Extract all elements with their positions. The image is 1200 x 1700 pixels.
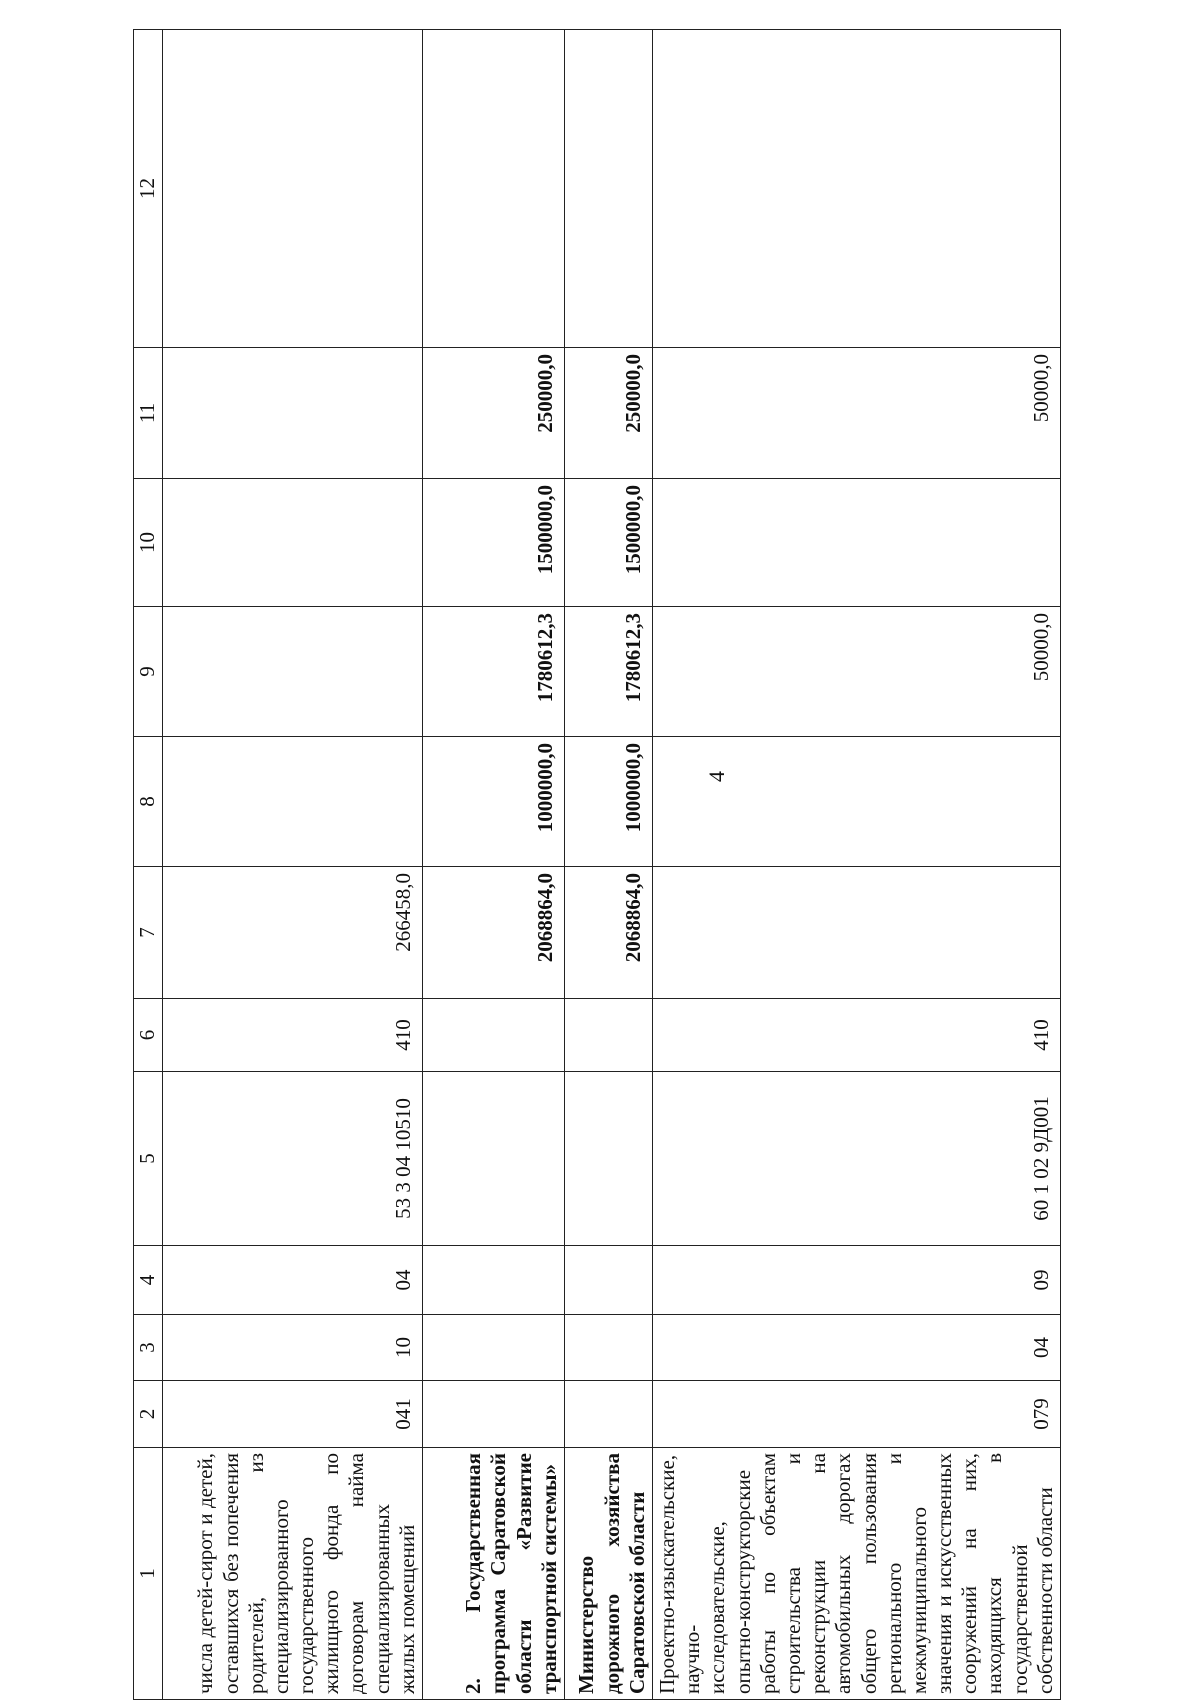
table-row bbox=[565, 30, 653, 1700]
table-cell: 50000,0 bbox=[653, 607, 1061, 737]
table-cell: 266458,0 bbox=[163, 867, 423, 999]
header-cell: 2 bbox=[134, 1381, 163, 1448]
table-cell: 1000000,0 bbox=[423, 737, 565, 867]
table-cell: 250000,0 bbox=[565, 348, 653, 479]
header-cell: 8 bbox=[134, 737, 163, 867]
table-cell: 250000,0 bbox=[423, 348, 565, 479]
table-cell bbox=[565, 1381, 653, 1448]
row-description: 2. Государственная программа Саратовской области «Развитие транспортной системы» bbox=[423, 1448, 565, 1700]
table-cell: 60 1 02 9Д001 bbox=[653, 1072, 1061, 1246]
table-cell bbox=[653, 30, 1061, 348]
header-cell: 7 bbox=[134, 867, 163, 999]
table-cell bbox=[163, 30, 423, 348]
header-cell: 12 bbox=[134, 30, 163, 348]
table-cell: 410 bbox=[163, 999, 423, 1072]
table-cell: 1780612,3 bbox=[423, 607, 565, 737]
table-cell bbox=[565, 999, 653, 1072]
table-cell: 1500000,0 bbox=[423, 479, 565, 607]
table-cell bbox=[423, 1072, 565, 1246]
table-cell: 50000,0 bbox=[653, 348, 1061, 479]
table-cell bbox=[653, 479, 1061, 607]
budget-table-wrapper bbox=[133, 30, 1057, 1700]
table-cell bbox=[163, 348, 423, 479]
table-cell: 09 bbox=[653, 1246, 1061, 1315]
table-row bbox=[423, 30, 565, 1700]
table-cell bbox=[423, 30, 565, 348]
table-cell bbox=[163, 479, 423, 607]
header-cell: 3 bbox=[134, 1315, 163, 1381]
header-cell: 4 bbox=[134, 1246, 163, 1315]
table-cell bbox=[163, 607, 423, 737]
header-cell: 10 bbox=[134, 479, 163, 607]
budget-table bbox=[133, 29, 1061, 1700]
table-cell: 1000000,0 bbox=[565, 737, 653, 867]
table-cell: 53 3 04 10510 bbox=[163, 1072, 423, 1246]
table-cell: 079 bbox=[653, 1381, 1061, 1448]
table-cell bbox=[423, 1315, 565, 1381]
table-cell bbox=[423, 1381, 565, 1448]
table-cell: 2068864,0 bbox=[565, 867, 653, 999]
table-cell: 041 bbox=[163, 1381, 423, 1448]
header-cell: 9 bbox=[134, 607, 163, 737]
row-description: Министерство дорожного хозяйства Саратовской области bbox=[565, 1448, 653, 1700]
table-cell bbox=[423, 1246, 565, 1315]
row-description: числа детей-сирот и детей, оставшихся без попечения родителей, из специализированного государственного жилищного фонда по договорам найма специализированных жилых помещений bbox=[163, 1448, 423, 1700]
table-cell: 2068864,0 bbox=[423, 867, 565, 999]
table-cell: 1780612,3 bbox=[565, 607, 653, 737]
table-cell bbox=[565, 30, 653, 348]
table-cell bbox=[653, 737, 1061, 867]
table-cell bbox=[565, 1246, 653, 1315]
table-cell bbox=[653, 867, 1061, 999]
page-number: 4 bbox=[704, 771, 729, 782]
header-cell: 6 bbox=[134, 999, 163, 1072]
row-description: Проектно-изыскательские, научно-исследовательские, опытно-конструкторские работы по объектам строительства и реконструкции на автомобильных дорогах общего пользования регионального и межмуниципального значения и искусственных сооружений на них, находящихся в государственной собственности области bbox=[653, 1448, 1061, 1700]
table-cell bbox=[565, 1315, 653, 1381]
header-cell: 5 bbox=[134, 1072, 163, 1246]
table-cell: 04 bbox=[653, 1315, 1061, 1381]
table-cell bbox=[163, 737, 423, 867]
table-cell: 10 bbox=[163, 1315, 423, 1381]
header-cell: 11 bbox=[134, 348, 163, 479]
table-cell: 410 bbox=[653, 999, 1061, 1072]
table-cell: 1500000,0 bbox=[565, 479, 653, 607]
table-cell bbox=[423, 999, 565, 1072]
header-cell: 1 bbox=[134, 1448, 163, 1700]
table-cell: 04 bbox=[163, 1246, 423, 1315]
table-row bbox=[163, 30, 423, 1700]
header-row bbox=[134, 30, 163, 1700]
table-row bbox=[653, 30, 1061, 1700]
table-cell bbox=[565, 1072, 653, 1246]
